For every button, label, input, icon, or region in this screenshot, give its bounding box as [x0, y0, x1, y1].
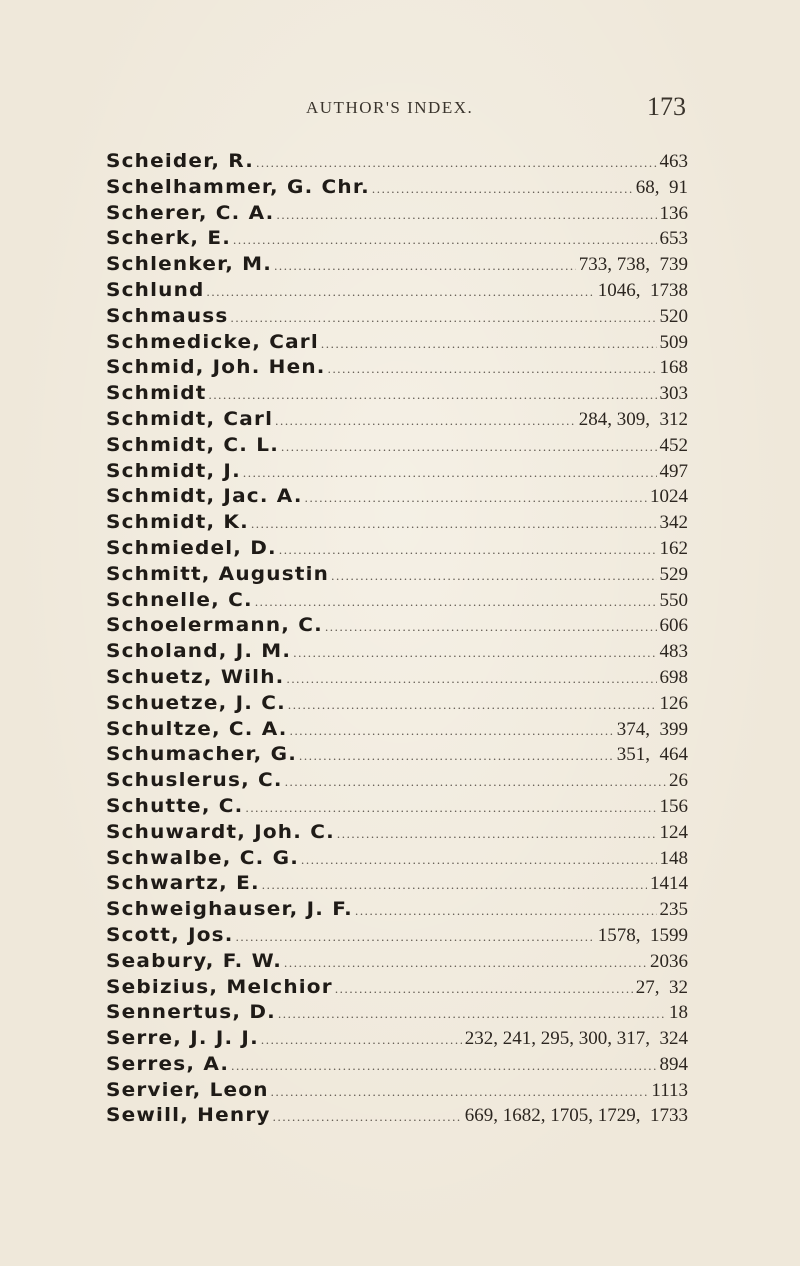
- page-references: 2036: [650, 950, 688, 972]
- dot-leader: [337, 826, 657, 842]
- page-references: 894: [659, 1053, 688, 1075]
- author-name: Schultze, C. A.: [106, 717, 288, 740]
- page-references: 520: [659, 305, 688, 327]
- page-references: 1578, 1599: [597, 924, 688, 946]
- dot-leader: [261, 1032, 462, 1048]
- dot-leader: [321, 336, 657, 352]
- author-name: Serre, J. J. J.: [106, 1026, 259, 1049]
- running-title: AUTHOR'S INDEX.: [306, 98, 474, 117]
- dot-leader: [276, 207, 656, 223]
- dot-leader: [331, 568, 656, 584]
- index-entry: [106, 535, 688, 561]
- page-references: 351, 464: [616, 744, 688, 766]
- index-entry: [106, 948, 688, 974]
- index-entry: [106, 148, 688, 174]
- author-name: Schlenker, M.: [106, 252, 273, 275]
- index-entry: [106, 793, 688, 819]
- dot-leader: [251, 516, 657, 532]
- dot-leader: [290, 723, 614, 739]
- author-name: Schutte, C.: [106, 794, 244, 817]
- page-references: 698: [659, 666, 688, 688]
- author-name: Schmid, Joh. Hen.: [106, 355, 326, 378]
- index-entry: [106, 354, 688, 380]
- dot-leader: [208, 387, 656, 403]
- page-references: 156: [659, 795, 688, 817]
- dot-leader: [279, 542, 657, 558]
- index-entry: [106, 509, 688, 535]
- author-name: Scherk, E.: [106, 226, 232, 250]
- index-entry: [106, 174, 688, 200]
- author-name: Schmidt: [106, 381, 207, 404]
- page-references: 26: [669, 770, 688, 792]
- author-name: Schweighauser, J. F.: [106, 897, 353, 920]
- dot-leader: [328, 361, 657, 377]
- dot-leader: [233, 232, 656, 248]
- dot-leader: [325, 619, 657, 635]
- index-entry: [106, 1077, 688, 1103]
- author-name: Schuslerus, C.: [106, 768, 283, 791]
- author-name: Schuwardt, Joh. C.: [106, 820, 335, 843]
- dot-leader: [207, 284, 595, 300]
- index-entry: [106, 716, 688, 742]
- dot-leader: [256, 155, 656, 171]
- author-name: Scott, Jos.: [106, 923, 234, 946]
- dot-leader: [245, 800, 656, 816]
- dot-leader: [236, 929, 595, 945]
- dot-leader: [355, 903, 657, 919]
- author-name: Servier, Leon: [106, 1078, 269, 1101]
- page-references: 68, 91: [635, 176, 688, 198]
- index-entry: [106, 612, 688, 638]
- author-name: Schlund: [106, 278, 205, 301]
- author-name: Serres, A.: [106, 1052, 230, 1075]
- page-references: 136: [659, 202, 688, 224]
- dot-leader: [288, 697, 657, 713]
- page-references: 1046, 1738: [597, 279, 688, 301]
- author-name: Sennertus, D.: [106, 1000, 276, 1023]
- page-references: 1113: [651, 1079, 688, 1101]
- index-entry: [106, 587, 688, 613]
- author-name: Schwalbe, C. G.: [106, 846, 300, 869]
- author-name: Schmiedel, D.: [106, 536, 277, 559]
- author-name: Scherer, C. A.: [106, 201, 275, 224]
- author-name: Schmidt, Jac. A.: [106, 484, 303, 507]
- index-entry: [106, 741, 688, 767]
- author-name: Schmidt, J.: [106, 459, 241, 482]
- author-name: Schoelermann, C.: [106, 613, 323, 636]
- index-entry: [106, 1051, 688, 1077]
- page-references: 126: [659, 692, 688, 714]
- index-entry: [106, 458, 688, 484]
- author-name: Schmidt, Carl: [106, 407, 274, 430]
- page-references: 669, 1682, 1705, 1729, 1733: [464, 1105, 688, 1127]
- page-references: 497: [659, 460, 688, 482]
- dot-leader: [231, 1058, 656, 1074]
- index-entry: [106, 329, 688, 355]
- dot-leader: [335, 981, 633, 997]
- index-entry: [106, 277, 688, 303]
- author-name: Schmedicke, Carl: [106, 330, 319, 353]
- dot-leader: [230, 310, 656, 326]
- index-entry: [106, 845, 688, 871]
- dot-leader: [286, 671, 656, 687]
- page-references: 232, 241, 295, 300, 317, 324: [464, 1028, 688, 1050]
- dot-leader: [281, 439, 656, 455]
- author-name: Schwartz, E.: [106, 871, 260, 894]
- page-references: 733, 738, 739: [578, 254, 688, 276]
- author-name: Scheider, R.: [106, 149, 255, 172]
- dot-leader: [285, 774, 666, 790]
- page-references: 303: [659, 383, 688, 405]
- page-references: 509: [659, 331, 688, 353]
- index-entry: [106, 406, 688, 432]
- page-references: 606: [659, 615, 688, 637]
- index-entry: [106, 200, 688, 226]
- author-name: Sebizius, Melchior: [106, 975, 333, 998]
- dot-leader: [299, 748, 614, 764]
- index-entry: [106, 870, 688, 896]
- index-entry: [106, 690, 688, 716]
- index-entry: [106, 380, 688, 406]
- index-entry: [106, 432, 688, 458]
- dot-leader: [284, 955, 647, 971]
- author-name: Schmidt, K.: [106, 510, 249, 533]
- page-number: 173: [647, 92, 686, 121]
- index-entry: [106, 1025, 688, 1051]
- dot-leader: [293, 645, 656, 661]
- page-references: 18: [669, 1002, 688, 1024]
- index-entry: [106, 999, 688, 1025]
- dot-leader: [243, 465, 657, 481]
- page-references: 452: [659, 434, 688, 456]
- index-entry: [106, 483, 688, 509]
- dot-leader: [262, 877, 647, 893]
- author-name: Schnelle, C.: [106, 588, 253, 611]
- index-entry: [106, 225, 688, 251]
- index-entry: [106, 896, 688, 922]
- page-references: 235: [659, 899, 688, 921]
- page-references: 148: [659, 847, 688, 869]
- author-name: Schmauss: [106, 304, 229, 327]
- dot-leader: [301, 852, 656, 868]
- page-references: 550: [659, 589, 688, 611]
- running-header: [106, 92, 688, 128]
- page-references: 162: [659, 537, 688, 559]
- author-name: Schmidt, C. L.: [106, 433, 280, 456]
- index-entry: [106, 251, 688, 277]
- index-entry: [106, 819, 688, 845]
- index-entry: [106, 922, 688, 948]
- dot-leader: [372, 181, 633, 197]
- author-name: Schuetze, J. C.: [106, 691, 286, 714]
- author-name: Scholand, J. M.: [106, 639, 292, 662]
- dot-leader: [305, 490, 647, 506]
- page-references: 284, 309, 312: [578, 408, 688, 430]
- dot-leader: [275, 413, 576, 429]
- index-entry: [106, 974, 688, 1000]
- page-references: 374, 399: [616, 718, 688, 740]
- page-references: 342: [659, 512, 688, 534]
- author-name: Schuetz, Wilh.: [106, 665, 285, 688]
- page-references: 529: [659, 563, 688, 585]
- page-references: 124: [659, 821, 688, 843]
- index-entry: [106, 767, 688, 793]
- page-references: 1024: [650, 486, 688, 508]
- index-entry: [106, 638, 688, 664]
- author-name: Schelhammer, G. Chr.: [106, 175, 370, 198]
- page-references: 463: [659, 151, 688, 172]
- page-references: 483: [659, 641, 688, 663]
- dot-leader: [278, 1006, 666, 1022]
- dot-leader: [273, 1109, 462, 1125]
- dot-leader: [271, 1084, 649, 1100]
- dot-leader: [255, 594, 657, 610]
- author-name: Sewill, Henry: [106, 1104, 271, 1127]
- author-index-list: [106, 148, 688, 1128]
- index-entry: [106, 664, 688, 690]
- author-name: Schumacher, G.: [106, 742, 298, 765]
- page-references: 1414: [650, 873, 688, 895]
- index-entry: [106, 303, 688, 329]
- dot-leader: [274, 258, 576, 274]
- page-references: 168: [659, 357, 688, 379]
- author-name: Schmitt, Augustin: [106, 562, 330, 585]
- index-entry: [106, 561, 688, 587]
- page-references: 653: [659, 228, 688, 250]
- index-entry: [106, 1102, 688, 1128]
- author-name: Seabury, F. W.: [106, 949, 283, 972]
- page-references: 27, 32: [635, 976, 688, 998]
